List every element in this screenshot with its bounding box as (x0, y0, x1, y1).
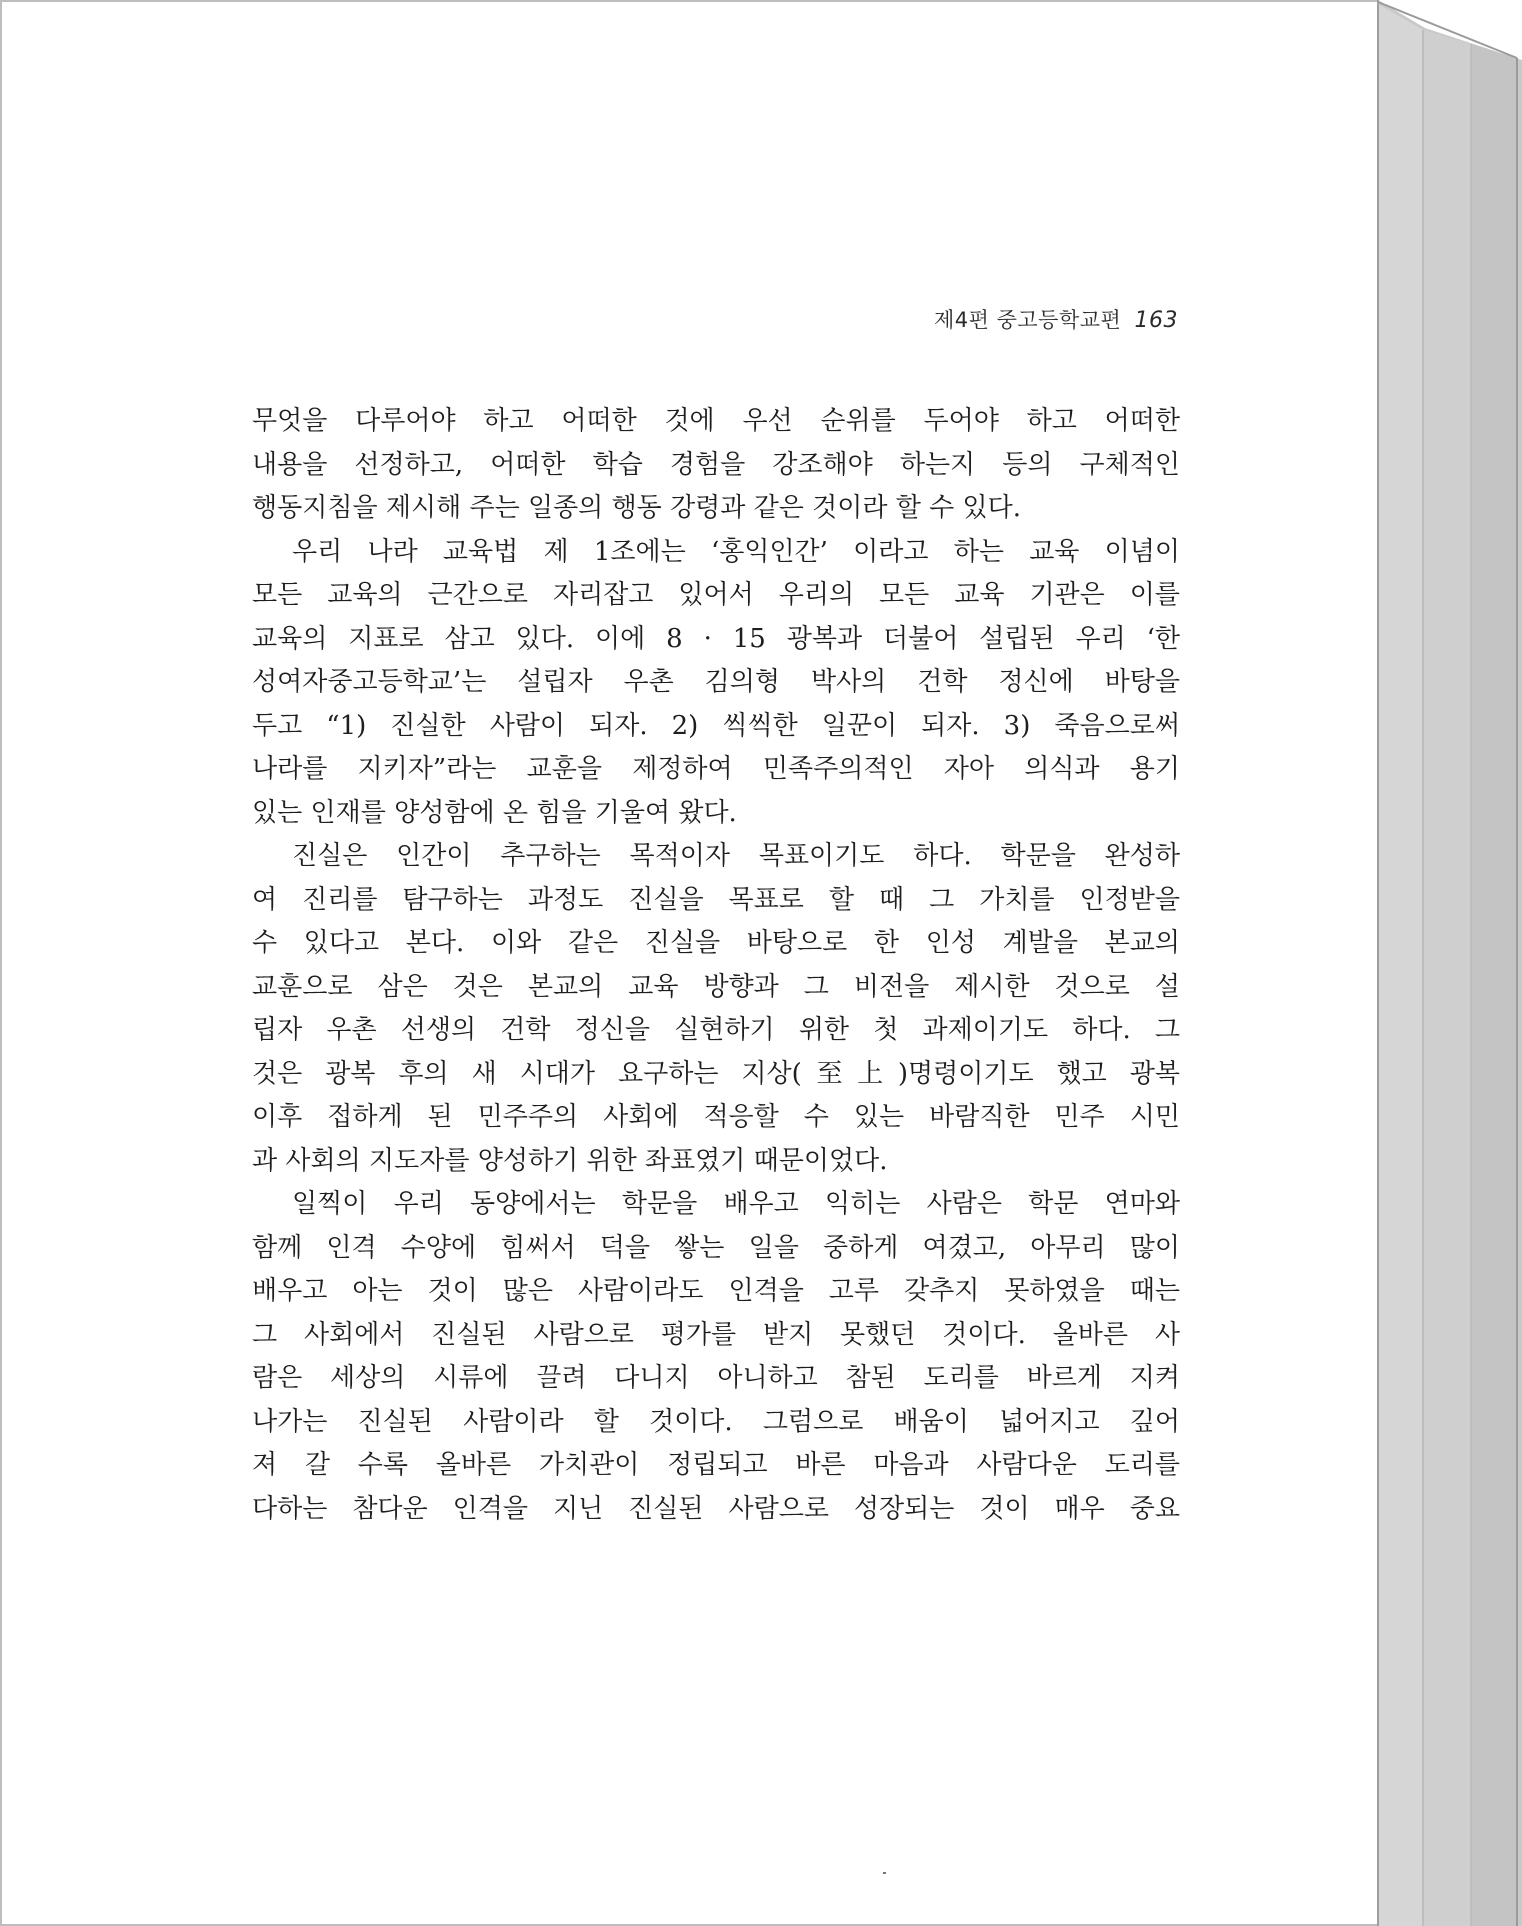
text-line: 수 있다고 본다. 이와 같은 진실을 바탕으로 한 인성 계발을 본교의 (252, 928, 1180, 958)
text-line: 여 진리를 탐구하는 과정도 진실을 목표로 할 때 그 가치를 인정받을 (252, 884, 1180, 915)
text-line: 무엇을 다루어야 하고 어떠한 것에 우선 순위를 두어야 하고 어떠한 (252, 406, 1180, 436)
text-line: 함께 인격 수양에 힘써서 덕을 쌓는 일을 중하게 여겼고, 아무리 많이 (252, 1232, 1180, 1263)
text-line: 립자 우촌 선생의 건학 정신을 실현하기 위한 첫 과제이기도 하다. 그 (252, 1015, 1180, 1045)
paragraph-start-line: 우리 나라 교육법 제 1조에는 ‘홍익인간’ 이라고 하는 교육 이념이 (292, 536, 1180, 567)
print-speck (883, 1872, 886, 1874)
page-number: 163 (1134, 308, 1178, 333)
running-head (934, 304, 1178, 334)
text-line: 람은 세상의 시류에 끌려 다니지 아니하고 참된 도리를 바르게 지켜 (252, 1363, 1180, 1393)
running-head-section: 제4편 중고등학교편 (933, 308, 1122, 332)
text-line: 져 갈 수록 올바른 가치관이 정립되고 바른 마음과 사람다운 도리를 (252, 1450, 1180, 1480)
text-line: 있는 인재를 양성함에 온 힘을 기울여 왔다. (252, 797, 737, 828)
page-stack-graphic (1375, 0, 1522, 1926)
text-line: 두고 “1) 진실한 사람이 되자. 2) 씩씩한 일꾼이 되자. 3) 죽음으로써 (252, 710, 1180, 741)
text-line: 배우고 아는 것이 많은 사람이라도 인격을 고루 갖추지 못하였을 때는 (252, 1276, 1180, 1306)
text-line: 이후 접하게 된 민주주의 사회에 적응할 수 있는 바람직한 민주 시민 (252, 1102, 1180, 1132)
text-line: 성여자중고등학교’는 설립자 우촌 김의형 박사의 건학 정신에 바탕을 (252, 667, 1180, 697)
paragraph-start-line: 진실은 인간이 추구하는 목적이자 목표이기도 하다. 학문을 완성하 (292, 841, 1180, 871)
text-line: 나가는 진실된 사람이라 할 것이다. 그럼으로 배움이 넓어지고 깊어 (252, 1406, 1180, 1437)
text-line: 모든 교육의 근간으로 자리잡고 있어서 우리의 모든 교육 기관은 이를 (252, 580, 1180, 610)
text-line: 행동지침을 제시해 주는 일종의 행동 강령과 같은 것이라 할 수 있다. (252, 493, 1022, 523)
text-line: 과 사회의 지도자를 양성하기 위한 좌표였기 때문이었다. (252, 1145, 888, 1176)
text-line: 그 사회에서 진실된 사람으로 평가를 받지 못했던 것이다. 올바른 사 (252, 1319, 1180, 1350)
paragraph-start-line: 일찍이 우리 동양에서는 학문을 배우고 익히는 사람은 학문 연마와 (292, 1189, 1180, 1219)
book-page-edges (1375, 0, 1522, 1926)
text-line: 교훈으로 삼은 것은 본교의 교육 방향과 그 비전을 제시한 것으로 설 (252, 971, 1180, 1002)
text-line: 내용을 선정하고, 어떠한 학습 경험을 강조해야 하는지 등의 구체적인 (252, 449, 1180, 480)
text-line: 교육의 지표로 삼고 있다. 이에 8 · 15 광복과 더불어 설립된 우리 ‘한 (252, 623, 1180, 654)
text-line: 다하는 참다운 인격을 지닌 진실된 사람으로 성장되는 것이 매우 중요 (252, 1493, 1180, 1524)
text-line: 나라를 지키자”라는 교훈을 제정하여 민족주의적인 자아 의식과 용기 (252, 754, 1180, 784)
body-text (252, 400, 1180, 1531)
text-line: 것은 광복 후의 새 시대가 요구하는 지상(至上)명령이기도 했고 광복 (252, 1058, 1180, 1089)
